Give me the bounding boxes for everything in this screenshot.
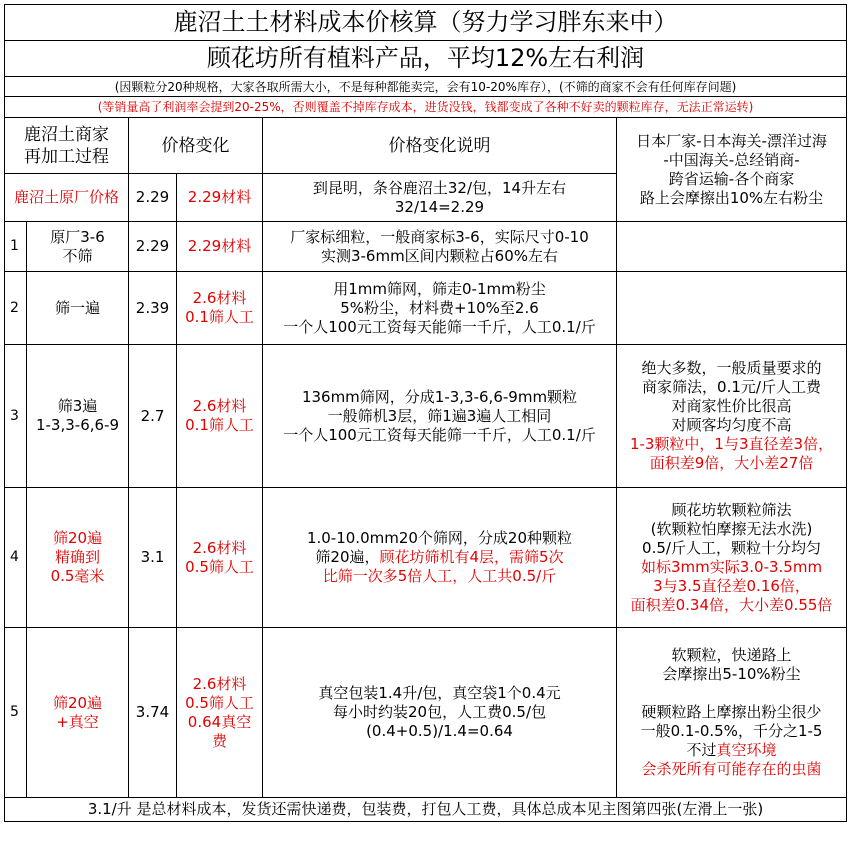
remark-line: (软颗粒怕摩擦无法水洗) <box>650 519 813 538</box>
process-cell <box>27 628 129 798</box>
table-row <box>5 488 847 628</box>
explain-cell <box>263 272 617 345</box>
row-number: 1 <box>5 222 27 272</box>
header-price-change: 价格变化 <box>129 118 263 174</box>
breakdown-cell <box>177 272 263 345</box>
process-line: 0.5毫米 <box>50 567 105 585</box>
explain-line-mixed <box>265 548 614 567</box>
table-row <box>5 628 847 798</box>
price-cell: 3.74 <box>129 628 177 798</box>
table-row <box>5 345 847 488</box>
explain-line: 真空包装1.4升/包，真空袋1个0.4元 <box>318 684 561 702</box>
breakdown-line: 2.6材料 <box>192 674 247 693</box>
explain-cell <box>263 628 617 798</box>
explain-line: 一般筛机3层，筛1遍3遍人工相同 <box>327 406 552 425</box>
title-line-1: 鹿沼土土材料成本价核算（努力学习胖东来中） <box>5 5 847 41</box>
remark-line: 顾花坊软颗粒筛法 <box>671 500 792 519</box>
explain-line: (0.4+0.5)/1.4=0.64 <box>366 722 513 740</box>
explain-line: 1.0-10.0mm20个筛网，分成20种颗粒 <box>306 529 573 547</box>
remark-cell-empty <box>617 222 847 272</box>
process-line: 不筛 <box>62 246 93 265</box>
breakdown-line: 0.5筛人工 <box>185 557 254 576</box>
process-line: 筛20遍 <box>52 529 103 547</box>
price-cell: 2.39 <box>129 272 177 345</box>
explain-line: 实测3-6mm区间内颗粒占60%左右 <box>320 246 559 265</box>
remark-line-red: 面积差0.34倍，大小差0.55倍 <box>630 595 833 614</box>
remark-line-red: 面积差9倍，大小差27倍 <box>649 454 814 472</box>
remark-line-red: 3与3.5直径差0.16倍， <box>653 576 810 595</box>
breakdown-line: 0.1筛人工 <box>185 416 254 434</box>
breakdown-cell: 2.29材料 <box>177 222 263 272</box>
table-row <box>5 272 847 345</box>
remark-line-red: 如标3mm实际3.0-3.5mm <box>640 557 823 576</box>
process-cell <box>27 345 129 488</box>
explain-line: 一个人100元工资每天能筛一千斤，人工0.1/斤 <box>283 425 596 444</box>
cost-table <box>4 4 847 822</box>
supply-chain-line: 路上会摩擦出10%左右粉尘 <box>639 188 824 207</box>
supply-chain-line: 跨省运输-各个商家 <box>668 169 795 188</box>
breakdown-cell <box>177 488 263 628</box>
remark-spacer <box>619 684 844 703</box>
process-cell: 筛一遍 <box>27 272 129 345</box>
explain-red-part: 顾花坊筛机有4层，需筛5次 <box>379 548 564 566</box>
breakdown-line: 0.64真空 <box>187 712 252 731</box>
remark-black-part: 不过 <box>686 741 717 759</box>
price-cell: 2.29 <box>129 174 177 222</box>
supply-chain-line: -中国海关-总经销商- <box>663 150 800 169</box>
row-number: 5 <box>5 628 27 798</box>
explain-line: 32/14=2.29 <box>394 197 485 216</box>
title-line-2: 顾花坊所有植料产品，平均12%左右利润 <box>5 41 847 77</box>
explain-cell <box>263 174 617 222</box>
remark-red-part: 真空环境 <box>716 741 777 759</box>
process-line: 原厂3-6 <box>50 227 105 246</box>
note-line-2: (等销量高了利润率会提到20-25%，否则覆盖不掉库存成本，进货没钱，钱都变成了各种不好卖的颗粒库存，无法正常运转) <box>5 97 847 118</box>
explain-black-part: 筛20遍， <box>315 548 380 566</box>
remark-line: 绝大多数，一般质量要求的 <box>641 359 822 377</box>
breakdown-line: 2.6材料 <box>192 538 247 557</box>
remark-line: 对顾客均匀度不高 <box>671 416 792 434</box>
explain-line: 用1mm筛网，筛走0-1mm粉尘 <box>333 279 546 298</box>
breakdown-cell <box>177 628 263 798</box>
remark-cell <box>617 488 847 628</box>
header-process <box>5 118 129 174</box>
breakdown-line: 2.6材料 <box>192 397 247 415</box>
process-line: 筛20遍 <box>52 693 103 712</box>
process-line: 筛3遍 <box>57 397 98 415</box>
remark-line: 对商家性价比很高 <box>671 397 792 415</box>
explain-line-red: 比筛一次多5倍人工，人工共0.5/斤 <box>322 567 557 585</box>
header-explanation: 价格变化说明 <box>263 118 617 174</box>
header-process-line: 鹿沼土商家 <box>24 124 109 145</box>
remark-cell <box>617 345 847 488</box>
header-process-line: 再加工过程 <box>24 146 109 167</box>
breakdown-cell: 2.29材料 <box>177 174 263 222</box>
explain-cell <box>263 345 617 488</box>
remark-line-red: 会杀死所有可能存在的虫菌 <box>641 760 822 778</box>
breakdown-line: 2.6材料 <box>192 289 247 307</box>
note-line-1: (因颗粒分20种规格，大家各取所需大小，不是每种都能卖完，会有10-20%库存），(不筛的商家不会有任何库存问题) <box>5 77 847 97</box>
explain-line: 一个人100元工资每天能筛一千斤，人工0.1/斤 <box>283 317 596 336</box>
explain-cell <box>263 488 617 628</box>
remark-line: 会摩擦出5-10%粉尘 <box>662 665 801 683</box>
table-row <box>5 222 847 272</box>
breakdown-line: 0.5筛人工 <box>185 693 254 712</box>
remark-line: 软颗粒，快递路上 <box>671 646 792 664</box>
breakdown-cell <box>177 345 263 488</box>
price-cell: 2.29 <box>129 222 177 272</box>
price-cell: 2.7 <box>129 345 177 488</box>
price-cell: 3.1 <box>129 488 177 628</box>
breakdown-line: 费 <box>211 731 227 750</box>
explain-cell <box>263 222 617 272</box>
process-line: 精确到 <box>54 548 100 566</box>
row-number: 4 <box>5 488 27 628</box>
supply-chain-remark <box>617 118 847 222</box>
process-cell <box>27 222 129 272</box>
remark-line: 硬颗粒路上摩擦出粉尘很少 <box>641 703 822 721</box>
process-cell: 鹿沼土原厂价格 <box>5 174 129 222</box>
remark-cell-empty <box>617 272 847 345</box>
explain-line: 5%粉尘，材料费+10%至2.6 <box>340 298 539 317</box>
remark-line: 商家筛法，0.1元/斤人工费 <box>642 378 821 396</box>
process-line: 1-3,3-6,6-9 <box>35 416 120 434</box>
remark-line-red: 1-3颗粒中，1与3直径差3倍， <box>629 435 834 453</box>
remark-line: 一般0.1-0.5%，千分之1-5 <box>640 722 823 740</box>
cost-sheet <box>4 4 846 822</box>
remark-cell <box>617 628 847 798</box>
explain-line: 136mm筛网，分成1-3,3-6,6-9mm颗粒 <box>301 387 578 406</box>
row-number: 2 <box>5 272 27 345</box>
row-number: 3 <box>5 345 27 488</box>
process-cell <box>27 488 129 628</box>
footer-note: 3.1/升 是总材料成本，发货还需快递费，包装费，打包人工费，具体总成本见主图第四张(左滑上一张) <box>5 798 847 822</box>
breakdown-line: 0.1筛人工 <box>185 308 254 326</box>
process-line: +真空 <box>56 712 99 731</box>
explain-line: 每小时约装20包，人工费0.5/包 <box>333 703 546 721</box>
remark-line-mixed <box>619 741 844 760</box>
supply-chain-line: 日本厂家-日本海关-漂洋过海 <box>636 131 827 150</box>
explain-line: 到昆明，条谷鹿沼土32/包，14升左右 <box>312 178 567 197</box>
explain-line: 厂家标细粒，一般商家标3-6，实际尺寸0-10 <box>290 227 589 246</box>
remark-line: 0.5/斤人工，颗粒十分均匀 <box>642 538 821 557</box>
